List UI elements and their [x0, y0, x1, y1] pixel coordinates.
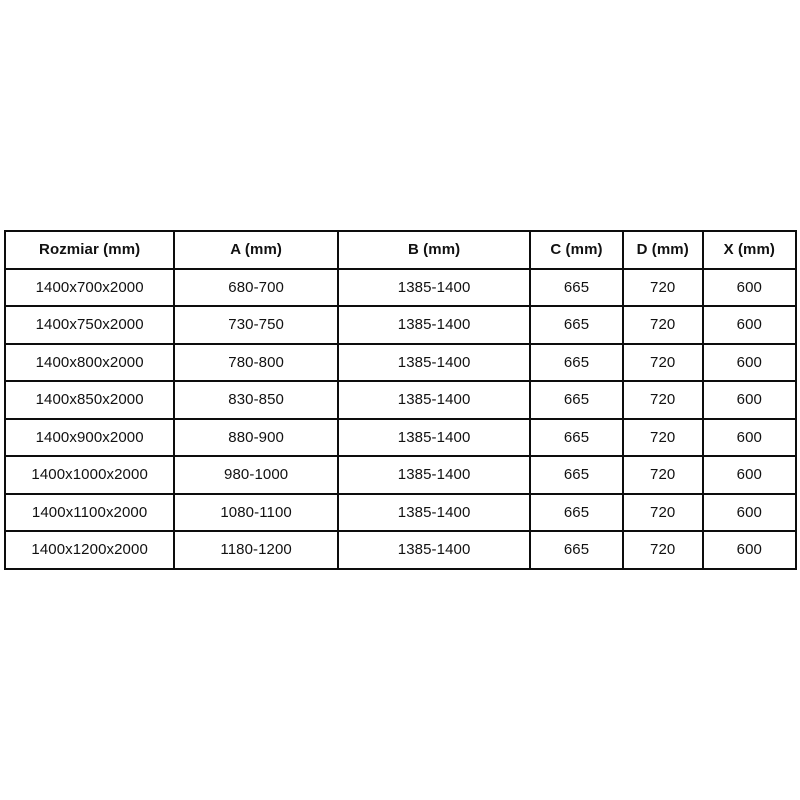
table-cell: 600: [703, 456, 796, 494]
table-cell: 1400x800x2000: [5, 344, 174, 382]
table-cell: 665: [530, 494, 623, 532]
table-cell: 1385-1400: [338, 344, 530, 382]
table-cell: 720: [623, 344, 703, 382]
table-row: [5, 381, 796, 419]
table-cell: 720: [623, 381, 703, 419]
table-cell: 665: [530, 531, 623, 569]
table-cell: 1385-1400: [338, 269, 530, 307]
table-row: [5, 456, 796, 494]
table-cell: 665: [530, 306, 623, 344]
header-row: [5, 231, 796, 269]
table-cell: 600: [703, 306, 796, 344]
table-cell: 1400x1000x2000: [5, 456, 174, 494]
table-cell: 665: [530, 344, 623, 382]
table-cell: 1400x700x2000: [5, 269, 174, 307]
size-spec-table: [4, 230, 797, 570]
table-cell: 600: [703, 269, 796, 307]
table-cell: 665: [530, 419, 623, 457]
table-cell: 665: [530, 381, 623, 419]
table-cell: 680-700: [174, 269, 338, 307]
table-row: [5, 531, 796, 569]
table-cell: 665: [530, 269, 623, 307]
table-cell: 1400x1100x2000: [5, 494, 174, 532]
table-cell: 720: [623, 269, 703, 307]
table-cell: 1400x750x2000: [5, 306, 174, 344]
table-row: [5, 269, 796, 307]
table-cell: 1385-1400: [338, 531, 530, 569]
table-cell: 720: [623, 419, 703, 457]
table-row: [5, 306, 796, 344]
table-cell: 720: [623, 531, 703, 569]
table-cell: 600: [703, 494, 796, 532]
table-cell: 980-1000: [174, 456, 338, 494]
column-header: A (mm): [174, 231, 338, 269]
table-cell: 720: [623, 306, 703, 344]
table-cell: 600: [703, 419, 796, 457]
table-row: [5, 344, 796, 382]
table-row: [5, 494, 796, 532]
size-spec-table-container: [4, 230, 797, 570]
table-cell: 1385-1400: [338, 306, 530, 344]
table-body: [5, 269, 796, 569]
table-row: [5, 419, 796, 457]
table-cell: 1385-1400: [338, 381, 530, 419]
table-cell: 1180-1200: [174, 531, 338, 569]
column-header: C (mm): [530, 231, 623, 269]
table-header: [5, 231, 796, 269]
table-cell: 665: [530, 456, 623, 494]
column-header: B (mm): [338, 231, 530, 269]
table-cell: 780-800: [174, 344, 338, 382]
table-cell: 720: [623, 456, 703, 494]
table-cell: 730-750: [174, 306, 338, 344]
column-header: Rozmiar (mm): [5, 231, 174, 269]
table-cell: 880-900: [174, 419, 338, 457]
table-cell: 720: [623, 494, 703, 532]
table-cell: 1080-1100: [174, 494, 338, 532]
table-cell: 1400x850x2000: [5, 381, 174, 419]
column-header: X (mm): [703, 231, 796, 269]
table-cell: 600: [703, 344, 796, 382]
table-cell: 830-850: [174, 381, 338, 419]
table-cell: 1400x1200x2000: [5, 531, 174, 569]
table-cell: 1400x900x2000: [5, 419, 174, 457]
column-header: D (mm): [623, 231, 703, 269]
table-cell: 600: [703, 381, 796, 419]
table-cell: 600: [703, 531, 796, 569]
table-cell: 1385-1400: [338, 456, 530, 494]
table-cell: 1385-1400: [338, 494, 530, 532]
table-cell: 1385-1400: [338, 419, 530, 457]
